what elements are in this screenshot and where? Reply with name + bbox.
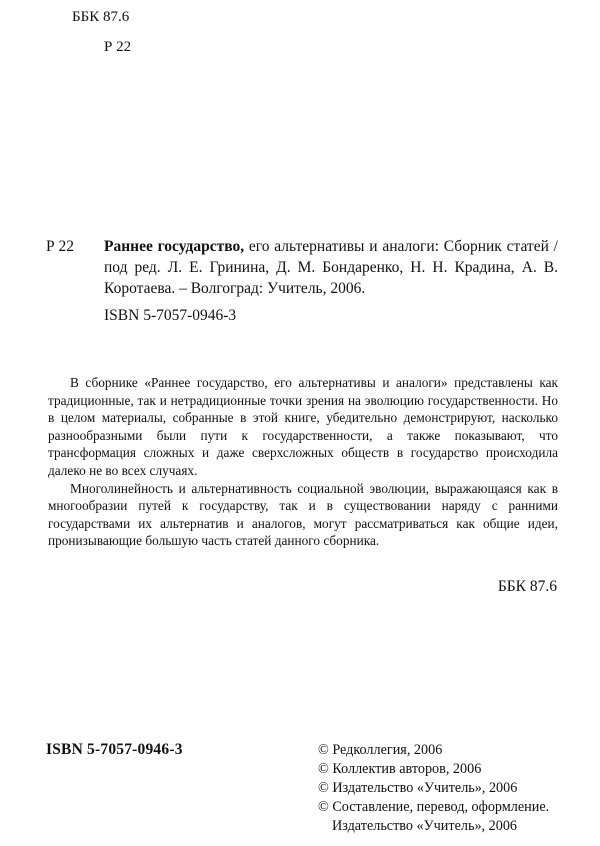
- bbk-code-top: ББК 87.6: [72, 9, 130, 25]
- author-code-top: Р 22: [104, 39, 132, 55]
- annotation-paragraph-1: В сборнике «Раннее государство, его альтернативы и аналоги» представлены как традиционные, так и нетрадиционные точки зрения на эволюцию государственности. Но в целом материалы, собранные в этой книге, убедительно демонстрируют, насколько разнообразными были пути к государственности, а также показывают, что трансформация сложных и даже сверхсложных обществ в государство происходила далеко не во всех случаях.: [48, 375, 558, 478]
- copyright-line: © Издательство «Учитель», 2006: [318, 780, 518, 796]
- copyright-line: © Редколлегия, 2006: [318, 742, 443, 758]
- annotation: [48, 374, 558, 550]
- isbn-bottom: ISBN 5-7057-0946-3: [46, 741, 183, 758]
- entry-isbn: ISBN 5-7057-0946-3: [104, 307, 237, 324]
- annotation-paragraph-2: Многолинейность и альтернативность социальной эволюции, выражающаяся как в многообразии путей к государству, так и в существовании наряду с ранними государствами их альтернатив и аналогов, могут рассматриваться как общие идеи, пронизывающие большую часть статей данного сборника.: [48, 480, 558, 549]
- copyright-line-continuation: Издательство «Учитель», 2006: [332, 818, 518, 834]
- entry-text: [104, 236, 558, 299]
- entry-author-code: Р 22: [46, 238, 74, 255]
- bbk-code-bottom: ББК 87.6: [497, 578, 557, 595]
- entry-description: его альтернативы и аналоги: Сборник статей / под ред. Л. Е. Гринина, Д. М. Бондаренко, Н. Н. Крадина, А. В. Коротаева. – Волгоград: Учитель, 2006.: [104, 238, 558, 297]
- entry-title: Раннее государство,: [104, 238, 245, 255]
- bibliographic-entry: [46, 236, 558, 299]
- copyright-line: © Коллектив авторов, 2006: [318, 761, 482, 777]
- copyright-line: © Составление, перевод, оформление.: [318, 799, 550, 815]
- copyright-block: [318, 741, 563, 836]
